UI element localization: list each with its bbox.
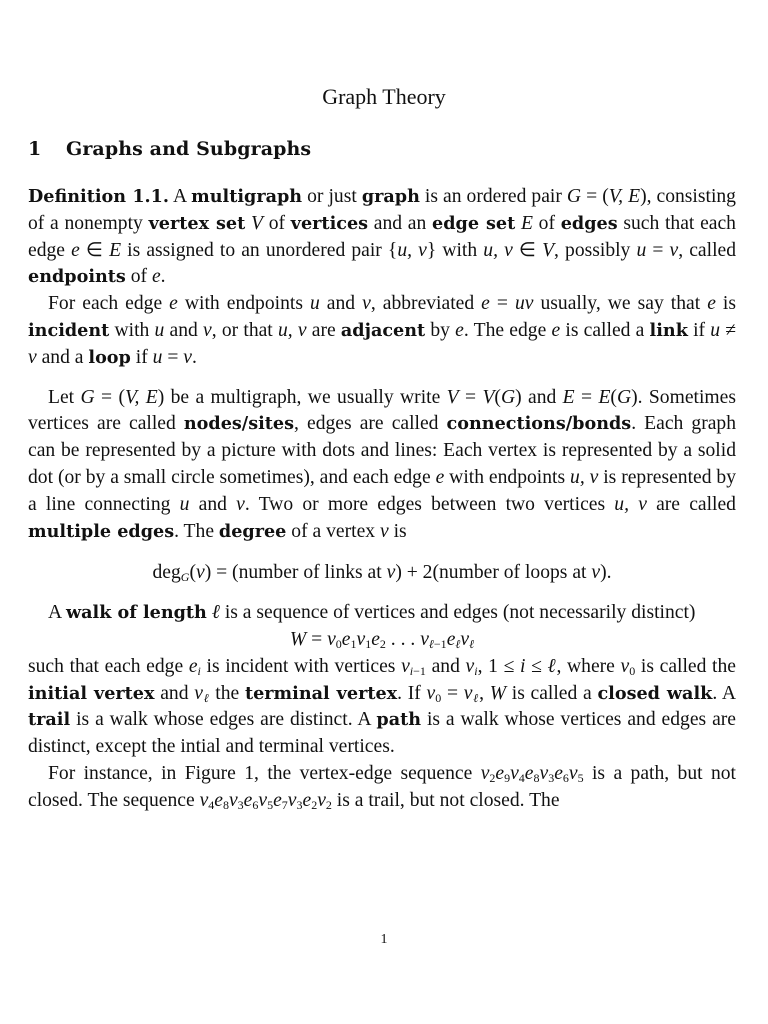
paragraph-multigraph: Let G = (V, E) be a multigraph, we usually write V = V(G) and E = E(G). Sometimes vertices are called nodes/sites, edges are called connections/bonds. Each graph can be represented by a picture with dots and lines: Each vertex is represented by a solid dot (or by a small circle sometimes), and each edge e with endpoints u, v is represented by a line connecting u and v. Two or more edges between two vertices u, v are called multiple edges. The degree of a vertex v is (28, 386, 737, 542)
document-title: Graph Theory (322, 84, 446, 109)
page-number: 1 (380, 932, 388, 947)
paragraph-incident: For each edge e with endpoints u and v, abbreviated e = uv usually, we say that e is incident with u and v, or that u, v are adjacent by e. The edge e is called a link if u ≠ v and a loop if u = v. (28, 293, 737, 368)
definition-label: Definition 1.1. (28, 186, 170, 207)
walk-equation: $W = v_0e_1v_1e_2$ . . . $v_{\ell-1}e_\ell v_\ell$ (289, 628, 475, 651)
section-heading (28, 138, 311, 160)
section-number: 1 (28, 138, 42, 160)
paragraph-example: For instance, in Figure 1, the vertex-edge sequence $v_2e_9v_4e_8v_3e_6v_5$ is a path, but not closed. The sequence $v_4e_8v_3e_6v_5e_7v_3e_2v_2$ is a trail, but not closed. The (28, 762, 736, 812)
body-text (28, 184, 736, 815)
degree-equation: deg$_G$(v) = (number of links at v) + 2(number of loops at v). (152, 562, 612, 585)
paragraph-trail-path: such that each edge $e_i$ is incident with vertices $v_{i-1}$ and $v_i$, 1 ≤ i ≤ ℓ, where $v_0$ is called the initial vertex and $v_\ell$ the terminal vertex. If $v_0 = v_\ell$, W is called a closed walk. A trail is a walk whose edges are distinct. A path is a walk whose vertices and edges are distinct, except the intial and terminal vertices. (28, 655, 737, 758)
paragraph-walk: A walk of length ℓ is a sequence of vertices and edges (not necessarily distinct) (48, 602, 696, 624)
definition-paragraph: Definition 1.1. A multigraph or just graph is an ordered pair G = (V, E), consisting of a nonempty vertex set V of vertices and an edge set E of edges such that each edge e ∈ E is assigned to an unordered pair {u, v} with u, v ∈ V, possibly u = v, called endpoints of e. (28, 186, 737, 288)
section-title: Graphs and Subgraphs (66, 138, 312, 160)
